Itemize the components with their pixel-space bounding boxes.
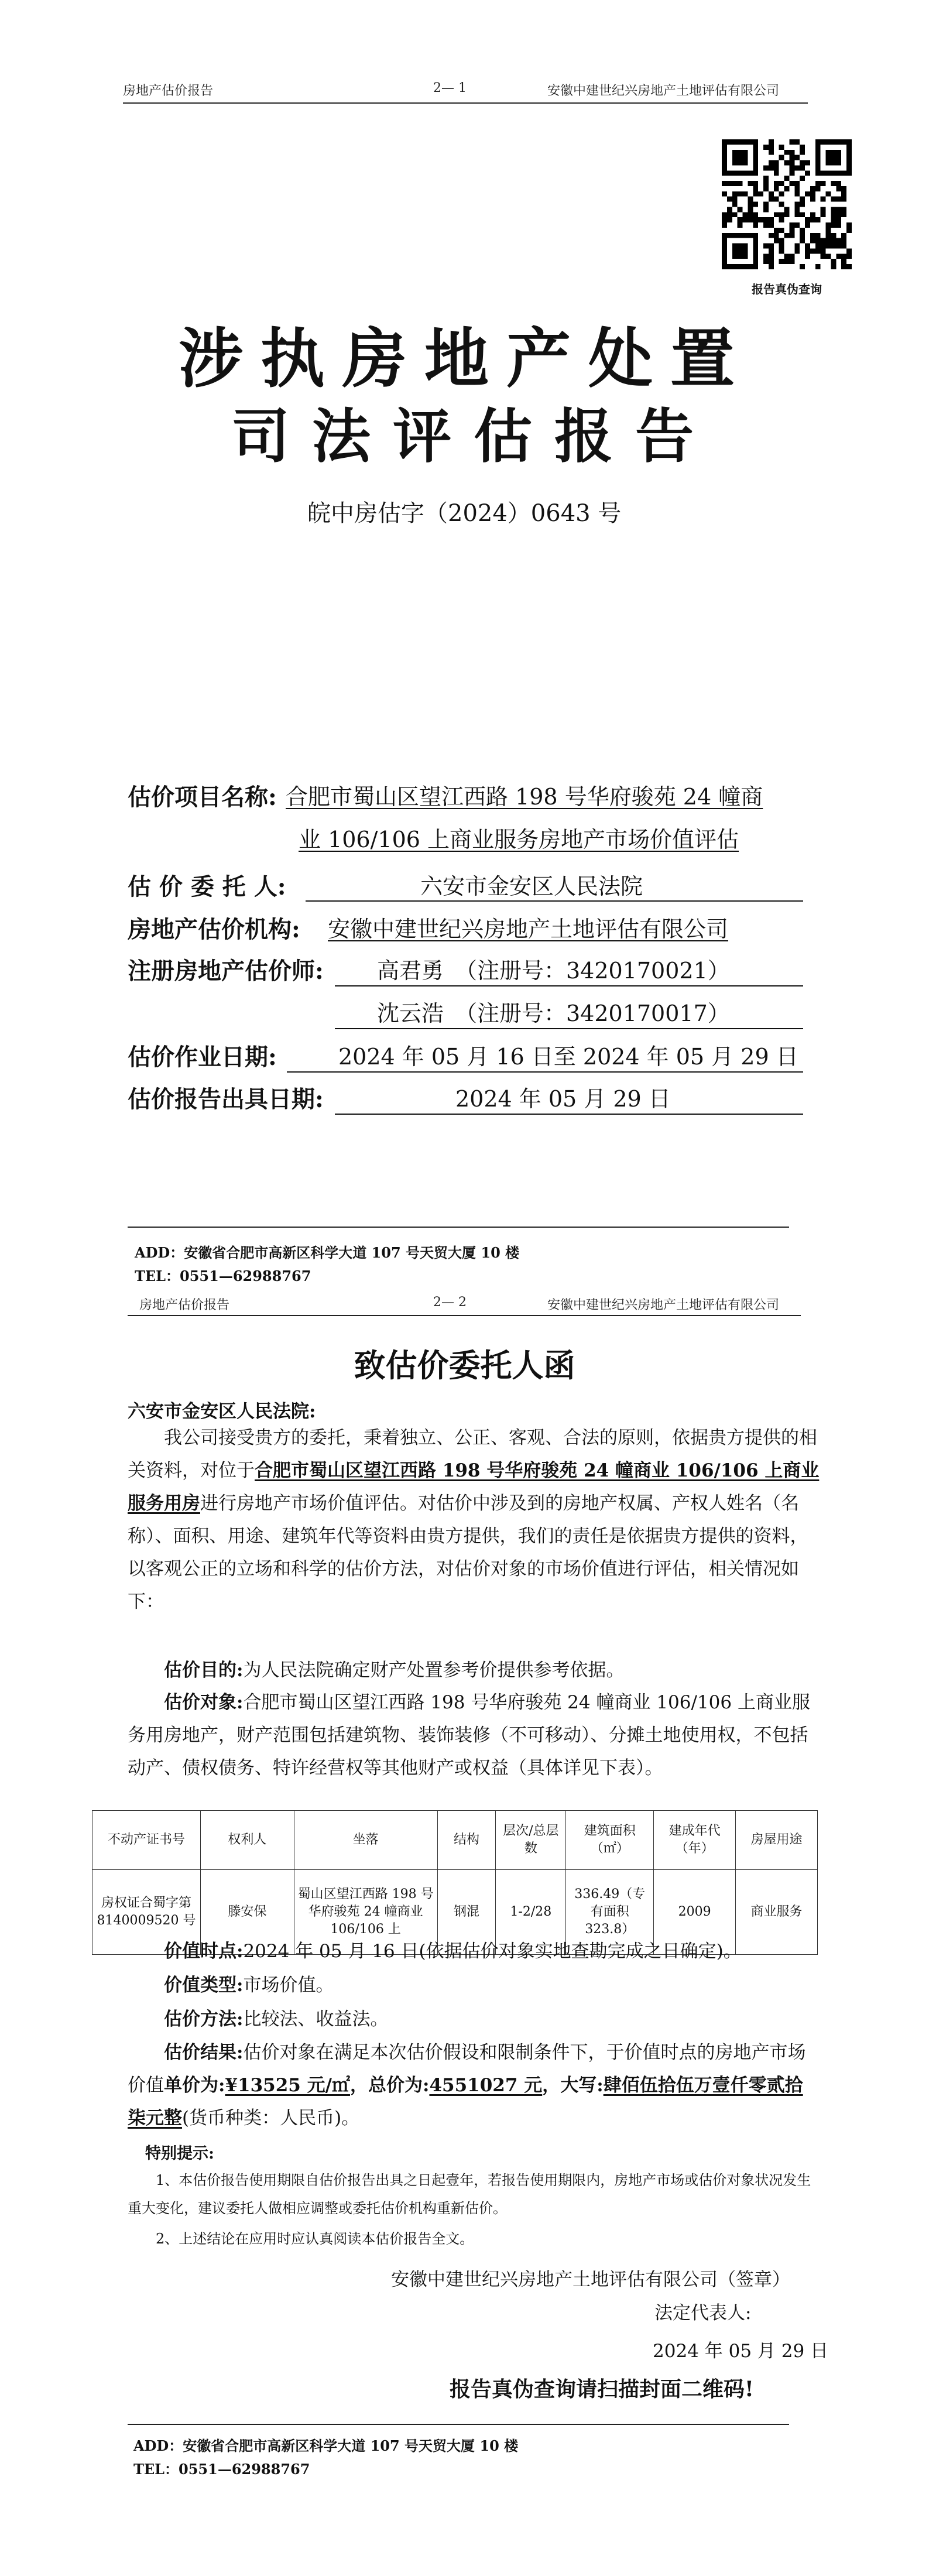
report-title-line1: 涉执房地产处置 — [179, 321, 752, 396]
page-number: 2— 1 — [433, 81, 467, 95]
table-header: 坐落 — [294, 1811, 437, 1870]
client-value: 六安市金安区人民法院 — [420, 873, 643, 899]
page-number: 2— 2 — [433, 1295, 467, 1310]
footer-rule — [128, 1227, 789, 1228]
agency-label: 房地产估价机构: — [128, 916, 300, 943]
special-note-1: 1、本估价报告使用期限自估价报告出具之日起壹年，若报告使用期限内，房地产市场或估价对象状况发生重大变化，建议委托人做相应调整或委托估价机构重新估价。 — [128, 2172, 811, 2217]
table-cell: 蜀山区望江西路 198 号华府骏苑 24 幢商业 106/106 上 — [294, 1870, 437, 1955]
table-header: 房屋用途 — [736, 1811, 818, 1870]
appraiser2: 沈云浩 （注册号：3420170017） — [377, 1001, 730, 1026]
footer-address: ADD：安徽省合肥市高新区科学大道 107 号天贸大厦 10 楼 — [133, 2437, 519, 2454]
footer-rule — [128, 2424, 789, 2425]
issue-date-value: 2024 年 05 月 29 日 — [455, 1086, 671, 1112]
value-type-paragraph: 价值类型:市场价值。 — [164, 1975, 334, 1996]
table-header: 层次/总层数 — [496, 1811, 566, 1870]
project-label: 估价项目名称: — [128, 783, 277, 811]
work-date-value: 2024 年 05 月 16 日至 2024 年 05 月 29 日 — [338, 1044, 798, 1070]
table-header: 结构 — [437, 1811, 496, 1870]
qr-caption: 报告真伪查询 — [752, 282, 822, 296]
report-title-line2: 司法评估报告 — [231, 402, 716, 471]
special-notice-title: 特别提示: — [145, 2145, 214, 2163]
table-cell: 钢混 — [437, 1870, 496, 1955]
appraiser1-underline — [335, 985, 803, 986]
table-header-row — [92, 1811, 818, 1870]
table-header: 建成年代（年） — [654, 1811, 736, 1870]
company-signature: 安徽中建世纪兴房地产土地评估有限公司（签章） — [391, 2269, 790, 2290]
footer-tel: TEL：0551—62988767 — [133, 2461, 310, 2478]
method-paragraph: 估价方法:比较法、收益法。 — [164, 2009, 389, 2030]
page-header-left: 房地产估价报告 — [123, 84, 214, 98]
result-paragraph: 估价结果:估价对象在满足本次估价假设和限制条件下，于价值时点的房地产市场价值单价为:¥13525 元/㎡，总价为:4551027 元，大写:肆佰伍拾伍万壹仟零贰拾柒元整(货币种类：人民币)。 — [128, 2042, 806, 2129]
table-cell: 商业服务 — [736, 1870, 818, 1955]
work-date-underline — [287, 1071, 803, 1073]
purpose-paragraph: 估价目的:为人民法院确定财产处置参考价提供参考依据。 — [164, 1660, 625, 1681]
table-cell: 2009 — [654, 1870, 736, 1955]
issue-date-underline — [335, 1114, 803, 1115]
addressee: 六安市金安区人民法院: — [128, 1401, 316, 1422]
document-number: 皖中房估字（2024）0643 号 — [307, 500, 622, 527]
client-label: 估 价 委 托 人: — [128, 873, 286, 900]
project-value-line1: 合肥市蜀山区望江西路 198 号华府骏苑 24 幢商 — [286, 784, 763, 810]
page-header-right: 安徽中建世纪兴房地产土地评估有限公司 — [547, 1298, 780, 1313]
appraiser-label: 注册房地产估价师: — [128, 957, 324, 985]
table-cell: 336.49（专有面积 323.8） — [566, 1870, 654, 1955]
table-header: 权利人 — [200, 1811, 294, 1870]
issue-date-label: 估价报告出具日期: — [128, 1085, 324, 1113]
client-underline — [306, 900, 803, 902]
letter-title: 致估价委托人函 — [354, 1347, 575, 1384]
footer-tel: TEL：0551—62988767 — [135, 1268, 311, 1284]
footer-address: ADD：安徽省合肥市高新区科学大道 107 号天贸大厦 10 楼 — [135, 1244, 520, 1261]
table-cell: 1-2/28 — [496, 1870, 566, 1955]
work-date-label: 估价作业日期: — [128, 1043, 277, 1071]
property-table — [92, 1810, 818, 1955]
special-note-2: 2、上述结论在应用时应认真阅读本估价报告全文。 — [156, 2231, 474, 2247]
value-time-paragraph: 价值时点:2024 年 05 月 16 日(依据估价对象实地查勘完成之日确定)。 — [164, 1941, 742, 1962]
table-header: 建筑面积（㎡） — [566, 1811, 654, 1870]
intro-paragraph: 我公司接受贵方的委托，秉着独立、公正、客观、合法的原则，依据贵方提供的相关资料，对位于合肥市蜀山区望江西路 198 号华府骏苑 24 幢商业 106/106 上商业服务用房进行房地产市场价值评估。对估价中涉及到的房地产权属、产权人姓名（名称）、面积、用途、建筑年代等资料由贵方提供，我们的责任是依据贵方提供的资料，以客观公正的立场和科学的估价方法，对估价对象的市场价值进行评估，相关情况如下： — [128, 1427, 820, 1612]
table-header: 不动产证书号 — [92, 1811, 201, 1870]
header-rule — [128, 1315, 801, 1316]
table-cell: 房权证合蜀字第 8140009520 号 — [92, 1870, 201, 1955]
appraiser2-underline — [335, 1028, 803, 1029]
project-value-line2: 业 106/106 上商业服务房地产市场价值评估 — [299, 827, 739, 852]
header-rule — [123, 102, 808, 104]
page-header-left: 房地产估价报告 — [139, 1298, 230, 1313]
legal-representative: 法定代表人: — [654, 2303, 752, 2324]
signature-date: 2024 年 05 月 29 日 — [653, 2341, 829, 2362]
qr-code[interactable] — [722, 139, 852, 269]
appraiser1: 高君勇 （注册号：3420170021） — [377, 958, 730, 984]
verification-notice: 报告真伪查询请扫描封面二维码! — [450, 2377, 754, 2402]
object-paragraph: 估价对象:合肥市蜀山区望江西路 198 号华府骏苑 24 幢商业 106/106 上商业服务用房地产，财产范围包括建筑物、装饰装修（不可移动）、分摊土地使用权，不包括动产、债权债务、特许经营权等其他财产或权益（具体详见下表）。 — [128, 1692, 810, 1779]
agency-value: 安徽中建世纪兴房地产土地评估有限公司 — [328, 916, 729, 942]
table-cell: 滕安保 — [200, 1870, 294, 1955]
page-header-right: 安徽中建世纪兴房地产土地评估有限公司 — [547, 84, 780, 98]
